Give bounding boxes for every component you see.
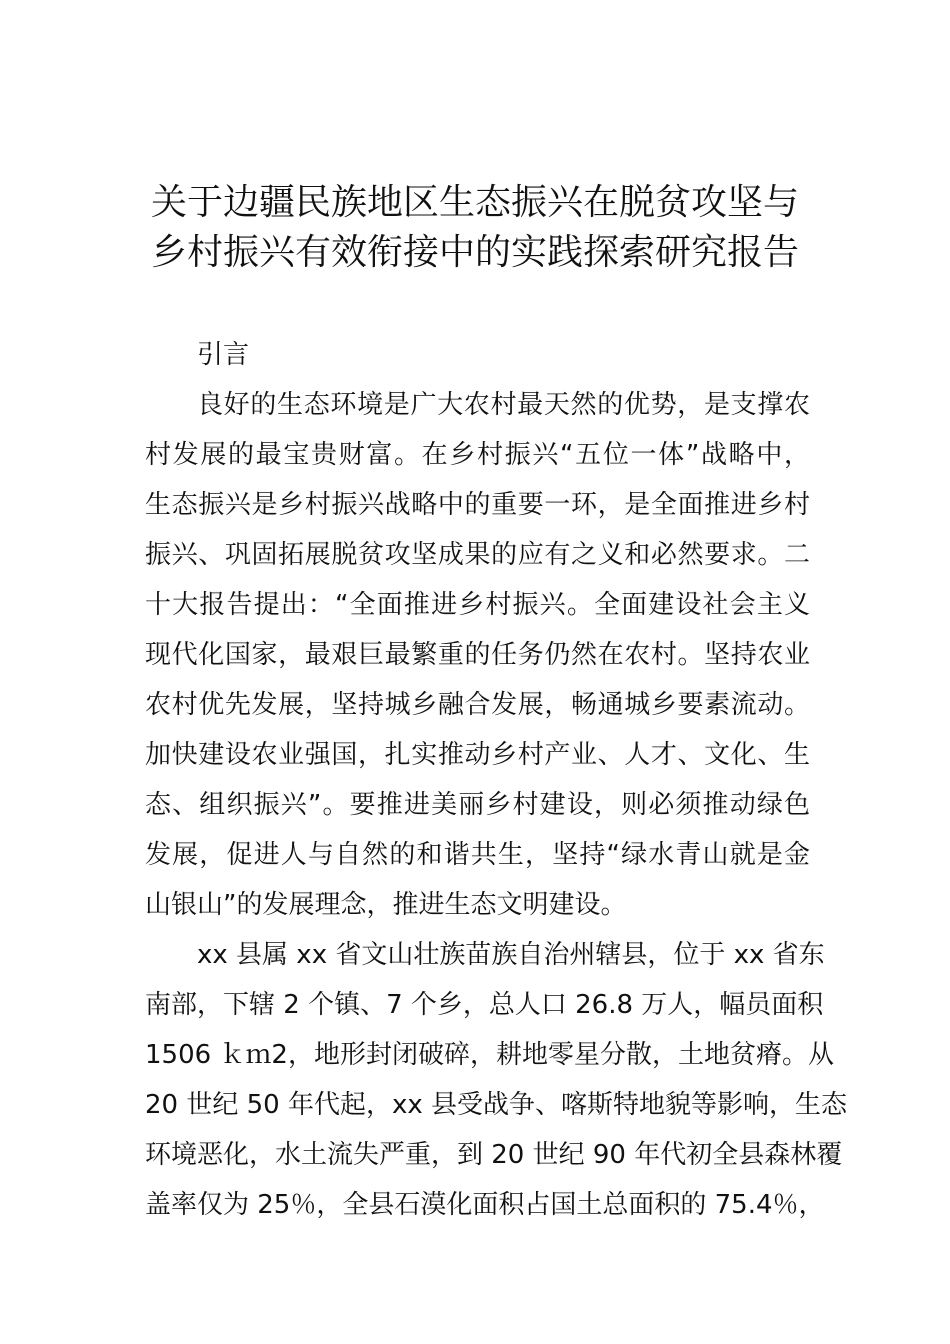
paragraph-line: 生态振兴是乡村振兴战略中的重要一环，是全面推进乡村 [145,490,810,520]
paragraph-line: 盖率仅为 25％，全县石漠化面积占国土总面积的 75.4％， [145,1190,825,1220]
paragraph-2 [145,930,848,1230]
paragraph-line: 山银山”的发展理念，推进生态文明建设。 [145,890,627,920]
document-body [145,330,848,1230]
paragraph-line: 加快建设农业强国，扎实推动乡村产业、人才、文化、生 [145,740,810,770]
paragraph-1 [145,380,810,930]
title-line-1: 关于边疆民族地区生态振兴在脱贫攻坚与 [150,182,799,223]
paragraph-line: 南部，下辖 2 个镇、7 个乡，总人口 26.8 万人，幅员面积 [145,990,824,1020]
paragraph-line: 村发展的最宝贵财富。在乡村振兴“五位一体”战略中， [145,440,810,470]
paragraph-line: 20 世纪 50 年代起，xx 县受战争、喀斯特地貌等影响，生态 [145,1090,848,1120]
section-heading: 引言 [197,340,250,370]
paragraph-line: 良好的生态环境是广大农村最天然的优势，是支撑农 [197,390,810,420]
document-title [0,178,950,278]
title-line-2: 乡村振兴有效衔接中的实践探索研究报告 [150,232,799,273]
paragraph-line: 振兴、巩固拓展脱贫攻坚成果的应有之义和必然要求。二 [145,540,810,570]
paragraph-line: xx 县属 xx 省文山壮族苗族自治州辖县，位于 xx 省东 [197,940,825,970]
paragraph-line: 发展，促进人与自然的和谐共生，坚持“绿水青山就是金 [145,840,810,870]
paragraph-line: 十大报告提出：“全面推进乡村振兴。全面建设社会主义 [145,590,810,620]
paragraph-line: 环境恶化，水土流失严重，到 20 世纪 90 年代初全县森林覆 [145,1140,843,1170]
paragraph-line: 现代化国家，最艰巨最繁重的任务仍然在农村。坚持农业 [145,640,810,670]
paragraph-line: 态、组织振兴”。要推进美丽乡村建设，则必须推动绿色 [145,790,810,820]
paragraph-line: 农村优先发展，坚持城乡融合发展，畅通城乡要素流动。 [145,690,810,720]
paragraph-line: 1506 ｋｍ2，地形封闭破碎，耕地零星分散，土地贫瘠。从 [145,1040,834,1070]
